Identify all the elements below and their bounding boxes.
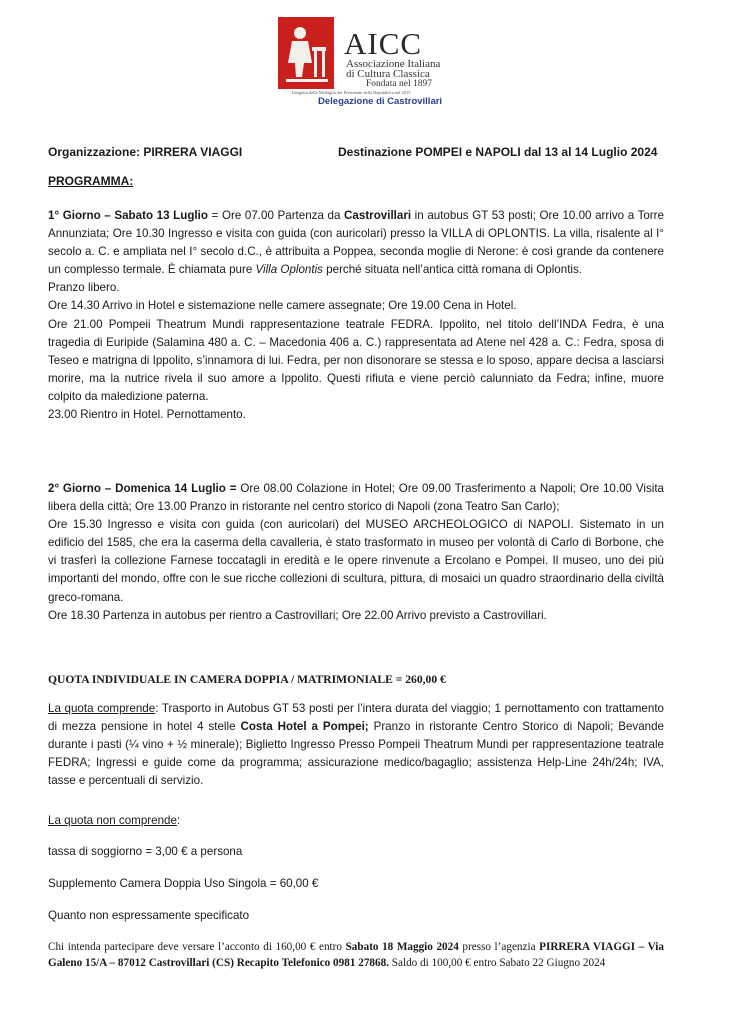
- day1-section: [48, 207, 664, 424]
- logo-line-2: di Cultura Classica: [346, 68, 430, 80]
- footer-agency: PIRRERA VIAGGI – Via Galeno 15/A – 87012 Castrovillari (CS) Recapito Telefonico 0981 27868.: [48, 941, 665, 969]
- footer-text-2: presso l’agenzia: [458, 941, 540, 953]
- logo-line-3: Fondata nel 1897: [366, 79, 432, 89]
- includes-hotel-name: Costa Hotel a Pompei;: [240, 720, 369, 734]
- excludes-tax: tassa di soggiorno = 3,00 € a persona: [48, 845, 243, 858]
- footer-deadline: Sabato 18 Maggio 2024: [345, 941, 459, 953]
- logo-line-1: Associazione Italiana: [346, 58, 441, 70]
- excludes-single: Supplemento Camera Doppia Uso Singola = 60,00 €: [48, 877, 319, 890]
- excludes-heading: [48, 814, 180, 827]
- payment-info: [48, 939, 664, 971]
- organization-label: Organizzazione: PIRRERA VIAGGI: [48, 145, 243, 159]
- day1-return: 23.00 Rientro in Hotel. Pernottamento.: [48, 408, 246, 422]
- program-title: PROGRAMMA:: [48, 174, 134, 188]
- day1-lunch: Pranzo libero.: [48, 281, 120, 295]
- excludes-other: Quanto non espressamente specificato: [48, 909, 250, 922]
- day1-villa-oplontis: Villa Oplontis: [255, 263, 323, 277]
- logo-award-note: Insignita della Medaglia del Presidente della Repubblica nel 2015: [292, 90, 411, 95]
- destination-label: Destinazione POMPEI e NAPOLI dal 13 al 14 Luglio 2024: [338, 145, 658, 159]
- aicc-logo: [274, 13, 482, 107]
- day2-intro: [48, 480, 664, 516]
- footer-text-3: Saldo di 100,00 € entro Sabato 22 Giugno 2024: [389, 957, 606, 969]
- quota-title: QUOTA INDIVIDUALE IN CAMERA DOPPIA / MATRIMONIALE = 260,00 €: [48, 673, 446, 686]
- day1-text-1: = Ore 07.00 Partenza da: [207, 209, 345, 222]
- logo-delegation: Delegazione di Castrovillari: [318, 96, 443, 107]
- excludes-colon: :: [176, 814, 181, 827]
- day1-heading: 1° Giorno – Sabato 13 Luglio: [48, 209, 208, 222]
- excludes-label: La quota non comprende: [48, 814, 177, 827]
- day2-text-1: Ore 08.00 Colazione in Hotel; Ore 09.00 Trasferimento a Napoli; Ore 10.00 Visita libera della città; Ore 13.00 Pranzo in ristorante nel centro storico di Napoli (zona Teatro San Carlo);: [48, 482, 664, 514]
- footer-text-1: Chi intenda partecipare deve versare l’acconto di 160,00 € entro: [48, 941, 346, 953]
- includes-text-1: : Trasporto in Autobus GT 53 posti per l’intera durata del viaggio; 1 pernottamento con trattamento di mezza pensione in hotel 4 stelle: [48, 702, 664, 734]
- day1-hotel: Ore 14.30 Arrivo in Hotel e sistemazione nelle camere assegnate; Ore 19.00 Cena in Hotel.: [48, 299, 517, 313]
- day2-heading: 2° Giorno – Domenica 14 Luglio =: [48, 482, 237, 495]
- logo-emblem-icon: [278, 17, 334, 89]
- day2-section: [48, 480, 664, 625]
- includes-label: La quota comprende: [48, 702, 156, 715]
- day1-castrovillari: Castrovillari: [344, 209, 412, 222]
- day2-museum: Ore 15.30 Ingresso e visita con guida (con auricolari) del MUSEO ARCHEOLOGICO di NAPOLI. Sistemato in un edificio del 1585, che era la caserma della cavalleria, è stato trasformato in museo per volontà di Carlo di Borbone, che vi trasferì la collezione Farnese toccatagli in eredità e le opere rinvenute a Ercolano e Pompei. Il museo, uno dei più importanti del mondo, offre con le sue ricche collezioni di scultura, pittura, di mosaici un quadro straordinario della civiltà greco-romana.: [48, 518, 664, 604]
- includes-text-2: Pranzo in ristorante Centro Storico di Napoli; Bevande durante i pasti (¼ vino + ½ minerale); Biglietto Ingresso Presso Pompeii Theatrum Mundi per rappresentazione teatrale FEDRA; Ingressi e guide come da programma; assicurazione medico/bagaglio; assistenza Help-Line 24h/24h; IVA, tasse e percentuali di servizio.: [48, 720, 664, 788]
- day1-theatre: Ore 21.00 Pompeii Theatrum Mundi rappresentazione teatrale FEDRA. Ippolito, nel titolo dell’INDA Fedra, è una tragedia di Euripide (Salamina 480 a. C. – Macedonia 406 a. C.) rappresentata ad Atene nel 428 a. C.: Fedra, sposa di Teseo e matrigna di Ippolito, s’innamora di lui. Fedra, per non disonorare se stessa e lo sposo, appare decisa a lasciarsi morire, ma la nutrice rivela il suo amore a Ippolito. Questi rifiuta e viene perciò calunniato da Fedra; infine, muore colpito da maledizione paterna.: [48, 317, 664, 403]
- day1-intro: [48, 207, 664, 279]
- day2-departure: Ore 18.30 Partenza in autobus per rientro a Castrovillari; Ore 22.00 Arrivo previsto a Castrovillari.: [48, 608, 547, 622]
- logo-title: AICC: [344, 26, 423, 61]
- day1-text-3: perché situata nell’antica città romana di Oplontis.: [322, 263, 583, 277]
- includes-section: [48, 700, 664, 790]
- day1-text-2: in autobus GT 53 posti; Ore 10.00 arrivo a Torre Annunziata; Ore 10.30 Ingresso e visita con guida (con auricolari) presso la VILLA di OPLONTIS. La villa, risalente al I° secolo a. C. e ampliata nel I° secolo d.C., è attribuita a Poppea, seconda moglie di Nerone: è così grande da contenere un complesso termale. È chiamata pure: [48, 209, 664, 277]
